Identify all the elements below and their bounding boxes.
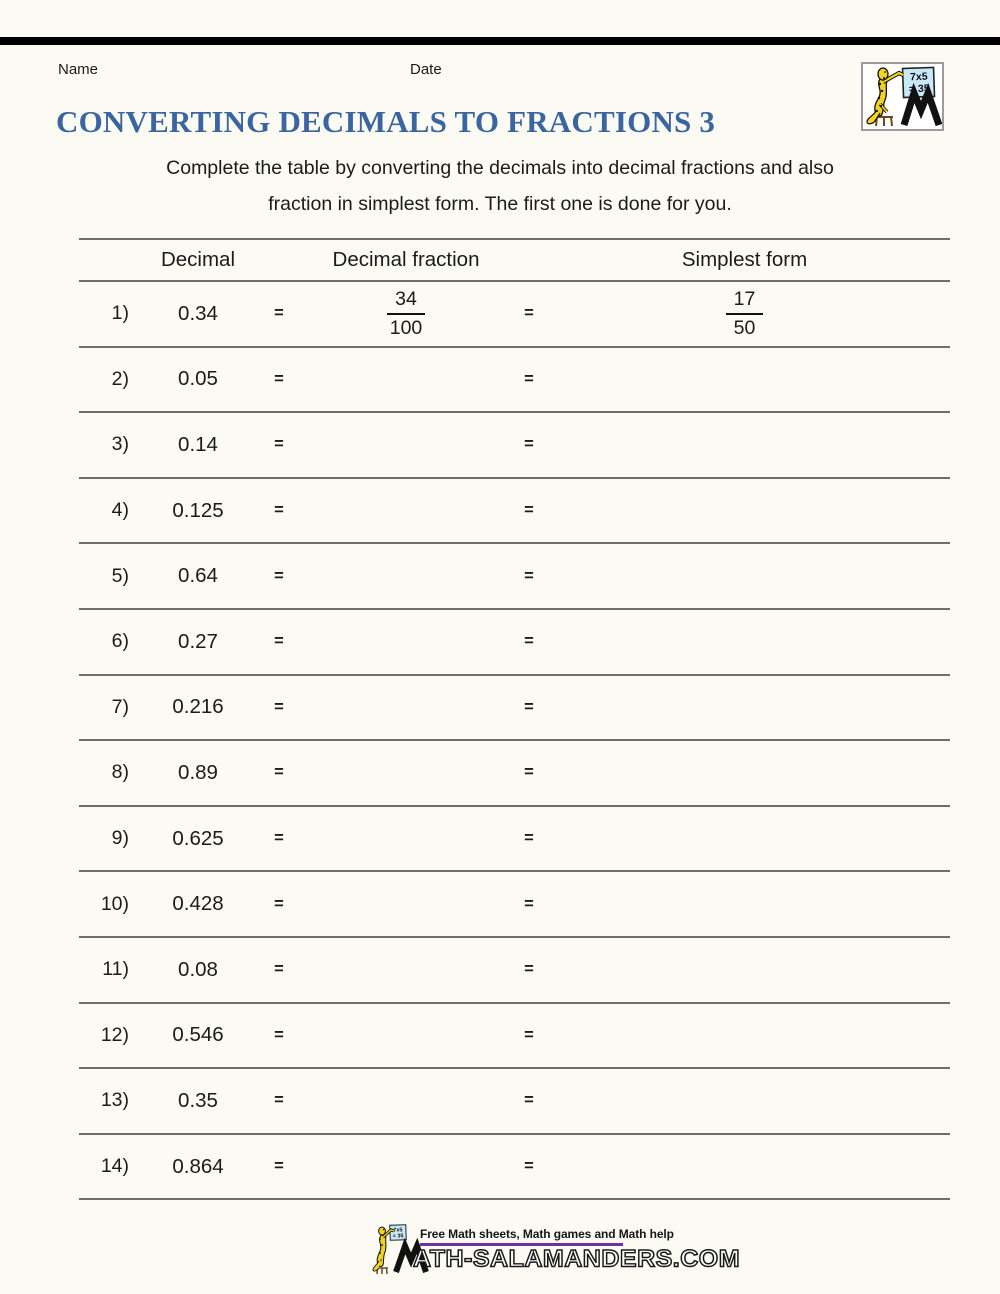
equals-sign: =: [274, 1091, 284, 1110]
decimal-value: 0.08: [178, 957, 218, 981]
equals-sign: =: [274, 894, 284, 913]
equals-sign: =: [524, 697, 534, 716]
math-salamanders-logo: [861, 62, 944, 131]
decimal-value: 0.64: [178, 564, 218, 588]
row-number: 8): [111, 761, 129, 784]
decimal-value: 0.35: [178, 1088, 218, 1112]
equals-sign: =: [274, 697, 284, 716]
equals-sign: =: [524, 894, 534, 913]
page-title: CONVERTING DECIMALS TO FRACTIONS 3: [56, 104, 716, 139]
row-number: 2): [111, 367, 129, 390]
equals-sign: =: [524, 1091, 534, 1110]
decimal-value: 0.216: [172, 695, 224, 719]
table-header-row: [79, 238, 950, 282]
table-row: [79, 741, 950, 807]
table-row: [79, 1004, 950, 1070]
row-number: 1): [111, 302, 129, 325]
equals-sign: =: [274, 566, 284, 585]
table-row: [79, 544, 950, 610]
table-row: [79, 348, 950, 414]
row-number: 7): [111, 695, 129, 718]
fraction: $\frac{17}{50}$: [726, 287, 764, 341]
equals-sign: =: [274, 1157, 284, 1176]
equals-sign: =: [274, 829, 284, 848]
equals-sign: =: [524, 960, 534, 979]
decimal-value: 0.428: [172, 892, 224, 916]
table-row: [79, 807, 950, 873]
equals-sign: =: [524, 304, 534, 323]
row-number: 12): [100, 1023, 129, 1046]
equals-sign: =: [274, 435, 284, 454]
svg-text:= 35: = 35: [908, 82, 930, 96]
svg-text:7x5: 7x5: [393, 1227, 403, 1234]
instructions: [0, 150, 1000, 222]
svg-text:7x5: 7x5: [909, 70, 928, 84]
equals-sign: =: [274, 632, 284, 651]
equals-sign: =: [524, 369, 534, 388]
table-body: [79, 282, 950, 1200]
row-number: 5): [111, 564, 129, 587]
equals-sign: =: [524, 763, 534, 782]
footer-wordmark: ATH-SALAMANDERS.COM: [413, 1245, 741, 1273]
instructions-line-1: Complete the table by converting the decimals into decimal fractions and also: [166, 157, 834, 179]
footer-tagline: Free Math sheets, Math games and Math help: [420, 1227, 674, 1241]
name-label: Name: [58, 61, 99, 78]
row-number: 6): [111, 630, 129, 653]
row-number: 13): [100, 1089, 129, 1112]
equals-sign: =: [274, 369, 284, 388]
svg-text:= 35: = 35: [392, 1233, 404, 1240]
col-header-simplest-form: Simplest form: [681, 248, 808, 271]
row-number: 9): [111, 827, 129, 850]
row-number: 3): [111, 433, 129, 456]
salamander-figure: [867, 68, 903, 124]
decimal-value: 0.34: [178, 301, 218, 325]
date-label: Date: [410, 61, 442, 78]
m-monogram: [904, 93, 939, 125]
fraction: $\frac{34}{100}$: [387, 287, 425, 341]
table-row: [79, 872, 950, 938]
salamander-logo-icon: [863, 64, 942, 129]
equals-sign: =: [524, 632, 534, 651]
conversion-table: [79, 238, 950, 1200]
equals-sign: =: [524, 1025, 534, 1044]
table-row: [79, 1135, 950, 1201]
equals-sign: =: [524, 829, 534, 848]
table-row: [79, 282, 950, 348]
equals-sign: =: [274, 304, 284, 323]
decimal-value: 0.864: [172, 1154, 224, 1178]
table-row: [79, 610, 950, 676]
table-row: [79, 1069, 950, 1135]
table-row: [79, 413, 950, 479]
equals-sign: =: [524, 501, 534, 520]
row-number: 10): [100, 892, 129, 915]
table-row: [79, 676, 950, 742]
table-row: [79, 938, 950, 1004]
decimal-value: 0.546: [172, 1023, 224, 1047]
top-rule: [0, 37, 1000, 45]
decimal-value: 0.89: [178, 760, 218, 784]
decimal-fraction-cell: [293, 287, 519, 341]
row-number: 4): [111, 499, 129, 522]
equals-sign: =: [524, 1157, 534, 1176]
equals-sign: =: [524, 435, 534, 454]
row-number: 14): [100, 1155, 129, 1178]
table-row: [79, 479, 950, 545]
col-header-decimal: Decimal: [160, 248, 236, 271]
equals-sign: =: [274, 501, 284, 520]
decimal-value: 0.125: [172, 498, 224, 522]
instructions-line-2: fraction in simplest form. The first one is done for you.: [268, 193, 732, 215]
decimal-value: 0.05: [178, 367, 218, 391]
decimal-value: 0.14: [178, 432, 218, 456]
decimal-value: 0.625: [172, 826, 224, 850]
simplest-form-cell: [539, 287, 950, 341]
equals-sign: =: [274, 1025, 284, 1044]
col-header-decimal-fraction: Decimal fraction: [332, 248, 480, 271]
equals-sign: =: [274, 763, 284, 782]
row-number: 11): [102, 958, 129, 981]
decimal-value: 0.27: [178, 629, 218, 653]
equals-sign: =: [524, 566, 534, 585]
equals-sign: =: [274, 960, 284, 979]
